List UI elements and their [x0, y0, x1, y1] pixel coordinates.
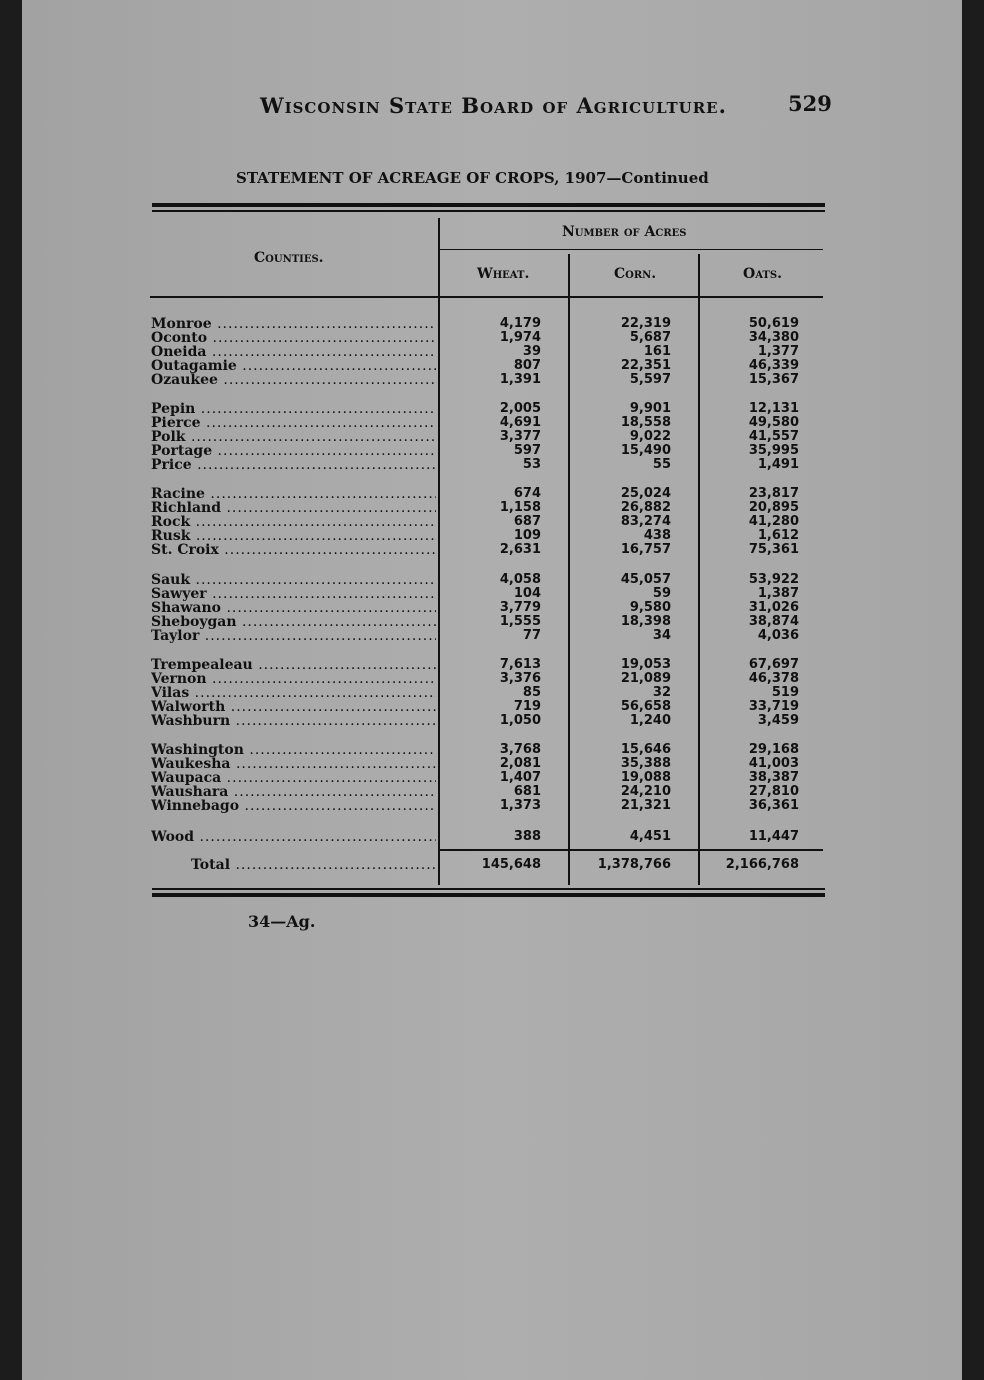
oats-value: 1,377: [757, 344, 799, 359]
county-name: Washington .....: [151, 743, 436, 757]
table-row: [151, 515, 831, 529]
corn-value: 32: [652, 685, 671, 700]
wheat-value: 3,377: [499, 429, 541, 444]
wheat-value: 807: [513, 358, 541, 373]
table-row: [151, 799, 831, 813]
county-name: Wood .....: [151, 830, 436, 844]
table-row: [151, 658, 831, 672]
oats-value: 34,380: [748, 330, 799, 345]
corn-value: 26,882: [620, 500, 671, 515]
table-row: [151, 402, 831, 416]
wheat-value: 2,081: [499, 756, 541, 771]
total-rule: [440, 849, 823, 851]
signature-mark: 34—Ag.: [248, 912, 316, 931]
total-wheat: 145,648: [481, 857, 541, 872]
corn-value: 59: [652, 586, 671, 601]
wheat-value: 3,779: [499, 600, 541, 615]
corn-value: 55: [652, 457, 671, 472]
table-row: [151, 416, 831, 430]
corn-value: 9,022: [629, 429, 671, 444]
county-name: Pepin .....: [151, 402, 436, 416]
table-row: [151, 444, 831, 458]
oats-value: 1,387: [757, 586, 799, 601]
wheat-value: 4,179: [499, 316, 541, 331]
corn-value: 5,597: [629, 372, 671, 387]
oats-value: 50,619: [748, 316, 799, 331]
table-row: [151, 345, 831, 359]
oats-value: 31,026: [748, 600, 799, 615]
oats-value: 35,995: [748, 443, 799, 458]
table-row: [151, 317, 831, 331]
county-name: Sauk .....: [151, 573, 436, 587]
oats-value: 38,874: [748, 614, 799, 629]
county-name: Polk .....: [151, 430, 436, 444]
table-row: [151, 331, 831, 345]
wheat-value: 1,373: [499, 798, 541, 813]
oats-value: 46,378: [748, 671, 799, 686]
corn-value: 22,351: [620, 358, 671, 373]
county-name: Portage .....: [151, 444, 436, 458]
table-row: [151, 615, 831, 629]
oats-value: 38,387: [748, 770, 799, 785]
table-row: [151, 743, 831, 757]
county-name: Waushara .....: [151, 785, 436, 799]
oats-value: 1,612: [757, 528, 799, 543]
wheat-value: 1,407: [499, 770, 541, 785]
table-row: [151, 757, 831, 771]
wheat-value: 109: [513, 528, 541, 543]
table-row: [151, 830, 831, 844]
wheat-value: 388: [513, 829, 541, 844]
oats-value: 15,367: [748, 372, 799, 387]
county-name: Waukesha .....: [151, 757, 436, 771]
oats-value: 41,003: [748, 756, 799, 771]
county-name: Vernon .....: [151, 672, 436, 686]
oats-value: 41,280: [748, 514, 799, 529]
corn-value: 34: [652, 628, 671, 643]
county-name: Richland .....: [151, 501, 436, 515]
table-row: [151, 714, 831, 728]
table-row: [151, 501, 831, 515]
wheat-value: 1,158: [499, 500, 541, 515]
table-row: [151, 543, 831, 557]
corn-value: 56,658: [620, 699, 671, 714]
wheat-value: 53: [522, 457, 541, 472]
oats-value: 12,131: [748, 401, 799, 416]
oats-header: Oats.: [743, 266, 782, 282]
county-name: Oneida .....: [151, 345, 436, 359]
oats-value: 49,580: [748, 415, 799, 430]
corn-value: 5,687: [629, 330, 671, 345]
table-row: [151, 629, 831, 643]
corn-value: 18,398: [620, 614, 671, 629]
corn-value: 19,053: [620, 657, 671, 672]
wheat-header: Wheat.: [477, 266, 530, 282]
table-row: [151, 785, 831, 799]
acres-underline: [440, 249, 823, 250]
corn-value: 24,210: [620, 784, 671, 799]
oats-value: 46,339: [748, 358, 799, 373]
wheat-value: 104: [513, 586, 541, 601]
county-name: Outagamie .....: [151, 359, 436, 373]
county-name: Trempealeau .....: [151, 658, 436, 672]
header-bottom-rule: [150, 296, 823, 298]
oats-value: 53,922: [748, 572, 799, 587]
table-row: [151, 587, 831, 601]
county-name: Waupaca .....: [151, 771, 436, 785]
table-row: [151, 686, 831, 700]
wheat-value: 77: [522, 628, 541, 643]
table-row: [151, 458, 831, 472]
table-row: [151, 672, 831, 686]
wheat-value: 597: [513, 443, 541, 458]
oats-value: 20,895: [748, 500, 799, 515]
total-oats: 2,166,768: [725, 857, 799, 872]
table-row: [151, 487, 831, 501]
county-name: Shawano .....: [151, 601, 436, 615]
county-name: St. Croix .....: [151, 543, 436, 557]
corn-value: 83,274: [620, 514, 671, 529]
wheat-value: 1,974: [499, 330, 541, 345]
corn-value: 1,240: [629, 713, 671, 728]
corn-value: 15,490: [620, 443, 671, 458]
county-name: Oconto .....: [151, 331, 436, 345]
corn-value: 25,024: [620, 486, 671, 501]
oats-value: 11,447: [748, 829, 799, 844]
oats-value: 36,361: [748, 798, 799, 813]
table-row: [151, 573, 831, 587]
corn-value: 9,580: [629, 600, 671, 615]
wheat-value: 39: [522, 344, 541, 359]
county-name: Monroe .....: [151, 317, 436, 331]
top-rule-thick: [152, 203, 825, 207]
oats-value: 1,491: [757, 457, 799, 472]
oats-value: 4,036: [757, 628, 799, 643]
county-name: Rock .....: [151, 515, 436, 529]
wheat-value: 2,631: [499, 542, 541, 557]
oats-value: 41,557: [748, 429, 799, 444]
county-name: Price .....: [151, 458, 436, 472]
wheat-value: 3,376: [499, 671, 541, 686]
corn-value: 19,088: [620, 770, 671, 785]
corn-value: 35,388: [620, 756, 671, 771]
corn-value: 4,451: [629, 829, 671, 844]
oats-value: 23,817: [748, 486, 799, 501]
county-name: Taylor .....: [151, 629, 436, 643]
bottom-rule-thick: [152, 893, 825, 897]
county-name: Sheboygan .....: [151, 615, 436, 629]
table-row: [151, 359, 831, 373]
corn-value: 161: [643, 344, 671, 359]
top-rule-thin: [152, 210, 825, 212]
wheat-value: 3,768: [499, 742, 541, 757]
oats-value: 3,459: [757, 713, 799, 728]
running-head: Wisconsin State Board of Agriculture.: [260, 93, 727, 118]
corn-value: 16,757: [620, 542, 671, 557]
wheat-value: 4,058: [499, 572, 541, 587]
wheat-value: 85: [522, 685, 541, 700]
oats-value: 75,361: [748, 542, 799, 557]
corn-value: 21,321: [620, 798, 671, 813]
oats-value: 27,810: [748, 784, 799, 799]
page-number: 529: [788, 91, 832, 116]
county-name: Ozaukee .....: [151, 373, 436, 387]
corn-value: 45,057: [620, 572, 671, 587]
corn-value: 15,646: [620, 742, 671, 757]
county-name: Winnebago .....: [151, 799, 436, 813]
county-name: Pierce .....: [151, 416, 436, 430]
county-name: Rusk .....: [151, 529, 436, 543]
county-name: Sawyer .....: [151, 587, 436, 601]
oats-value: 519: [771, 685, 799, 700]
county-name: Walworth .....: [151, 700, 436, 714]
corn-value: 22,319: [620, 316, 671, 331]
table-row: [151, 601, 831, 615]
number-of-acres-header: Number of Acres: [562, 224, 687, 240]
wheat-value: 687: [513, 514, 541, 529]
corn-header: Corn.: [614, 266, 657, 282]
total-row: [151, 858, 831, 872]
table-row: [151, 430, 831, 444]
wheat-value: 1,050: [499, 713, 541, 728]
table-row: [151, 700, 831, 714]
county-name: Racine .....: [151, 487, 436, 501]
corn-value: 9,901: [629, 401, 671, 416]
wheat-value: 719: [513, 699, 541, 714]
wheat-value: 1,555: [499, 614, 541, 629]
table-row: [151, 373, 831, 387]
total-label: Total .....: [191, 858, 436, 872]
wheat-value: 4,691: [499, 415, 541, 430]
corn-value: 438: [643, 528, 671, 543]
wheat-value: 2,005: [499, 401, 541, 416]
oats-value: 67,697: [748, 657, 799, 672]
bottom-rule-thin: [152, 888, 825, 890]
county-name: Vilas .....: [151, 686, 436, 700]
total-corn: 1,378,766: [597, 857, 671, 872]
wheat-value: 7,613: [499, 657, 541, 672]
wheat-value: 1,391: [499, 372, 541, 387]
corn-value: 21,089: [620, 671, 671, 686]
wheat-value: 674: [513, 486, 541, 501]
oats-value: 33,719: [748, 699, 799, 714]
oats-value: 29,168: [748, 742, 799, 757]
corn-value: 18,558: [620, 415, 671, 430]
county-name: Washburn .....: [151, 714, 436, 728]
table-row: [151, 771, 831, 785]
counties-header: Counties.: [254, 250, 324, 266]
wheat-value: 681: [513, 784, 541, 799]
table-row: [151, 529, 831, 543]
statement-title: STATEMENT OF ACREAGE OF CROPS, 1907—Continued: [236, 169, 709, 187]
document-page: [22, 0, 962, 1380]
